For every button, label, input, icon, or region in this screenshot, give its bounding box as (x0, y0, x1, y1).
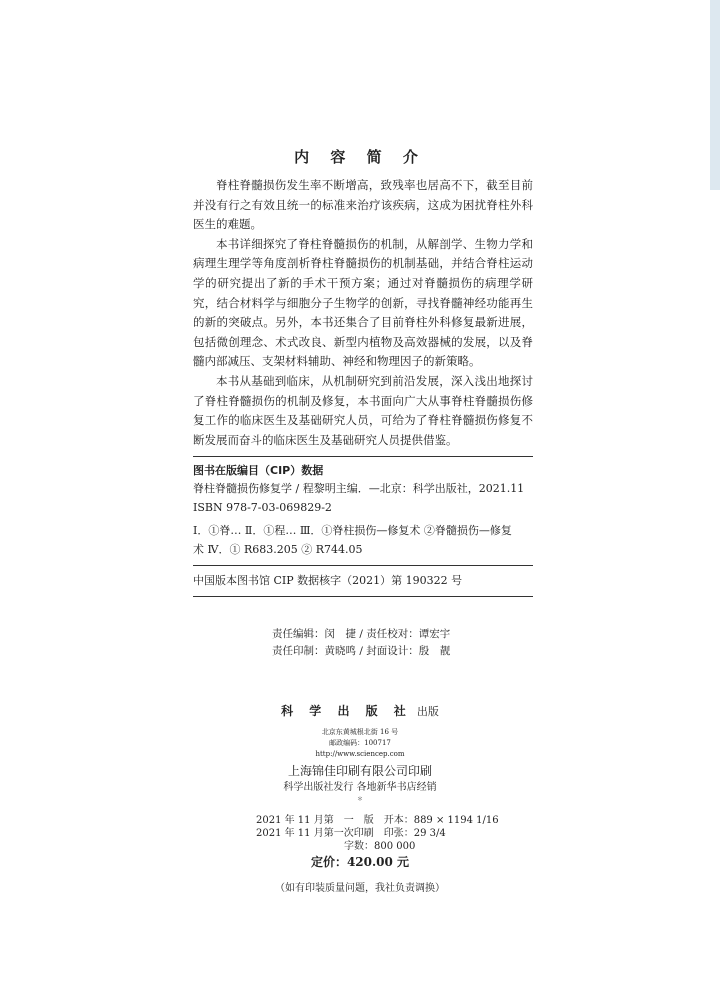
cip-classification-line-1: Ⅰ．①脊… Ⅱ．①程… Ⅲ．①脊柱损伤—修复术 ②脊髓损伤—修复 (193, 524, 512, 537)
cip-title-line: 脊柱脊髓损伤修复学 / 程黎明主编．—北京：科学出版社，2021.11 (193, 482, 525, 495)
cip-classification (193, 521, 533, 559)
credits-production: 责任印制：黄晓鸣 / 封面设计：殷 靓 (272, 645, 451, 657)
edition-line-2: 2021 年 11 月第一次印刷 印张：29 3/4 (256, 828, 446, 839)
edition-info (256, 814, 516, 853)
cip-classification-line-2: 术 Ⅳ．① R683.205 ② R744.05 (193, 543, 363, 556)
price: 定价：420.00 元 (310, 855, 410, 869)
cip-isbn: ISBN 978-7-03-069829-2 (193, 501, 332, 514)
intro-paragraph-1: 脊柱脊髓损伤发生率不断增高，致残率也居高不下，截至目前并没有行之有效且统一的标准来治疗该疾病，这成为困扰脊柱外科医生的难题。 (193, 178, 533, 232)
publisher-suffix: 出版 (416, 705, 439, 718)
cip-block (193, 456, 533, 597)
credits (272, 626, 532, 660)
publisher-name: 科 学 出 版 社 (281, 704, 412, 718)
cip-record-number: 中国版本图书馆 CIP 数据核字（2021）第 190322 号 (193, 574, 463, 587)
intro-section (193, 176, 533, 450)
word-count: 字数：800 000 (344, 841, 416, 852)
separator-mark: ＊ (356, 796, 363, 803)
distribution-line: 科学出版社发行 各地新华书店经销 (283, 782, 437, 793)
quality-notice: （如有印装质量问题，我社负责调换） (275, 883, 445, 894)
credits-editors: 责任编辑：闵 捷 / 责任校对：谭宏宇 (272, 628, 451, 640)
cip-record-section (193, 565, 533, 590)
publisher-line (0, 700, 720, 719)
publisher-block (0, 700, 720, 805)
publisher-address: 北京东黄城根北街 16 号 (321, 728, 399, 736)
publisher-website: http://www.sciencep.com (315, 750, 405, 758)
intro-title: 内 容 简 介 (294, 148, 426, 166)
intro-paragraph-2: 本书详细探究了脊柱脊髓损伤的机制，从解剖学、生物力学和病理生理学等角度剖析脊柱脊髓损伤的机制基础，并结合脊柱运动学的研究提出了新的手术干预方案；通过对脊髓损伤的病理学研究，结合材料学与细胞分子生物学的创新，寻找脊髓神经功能再生的新的突破点。另外，本书还集合了目前脊柱外科修复最新进展，包括微创理念、术式改良、新型内植物及高效器械的发展，以及脊髓内部减压、支架材料辅助、神经和物理因子的新策略。 (193, 236, 533, 369)
cip-heading: 图书在版编目（CIP）数据 (193, 464, 324, 477)
edition-line-1: 2021 年 11 月第 一 版 开本：889 × 1194 1/16 (256, 815, 499, 826)
intro-paragraph-3: 本书从基础到临床，从机制研究到前沿发展，深入浅出地探讨了脊柱脊髓损伤的机制及修复，本书面向广大从事脊柱脊髓损伤修复工作的临床医生及基础研究人员，可给为了脊柱脊髓损伤修复不断发展而奋斗的临床医生及基础研究人员提供借鉴。 (193, 373, 533, 447)
printer-name: 上海锦佳印刷有限公司印刷 (287, 764, 432, 778)
publisher-postcode: 邮政编码：100717 (329, 739, 391, 747)
